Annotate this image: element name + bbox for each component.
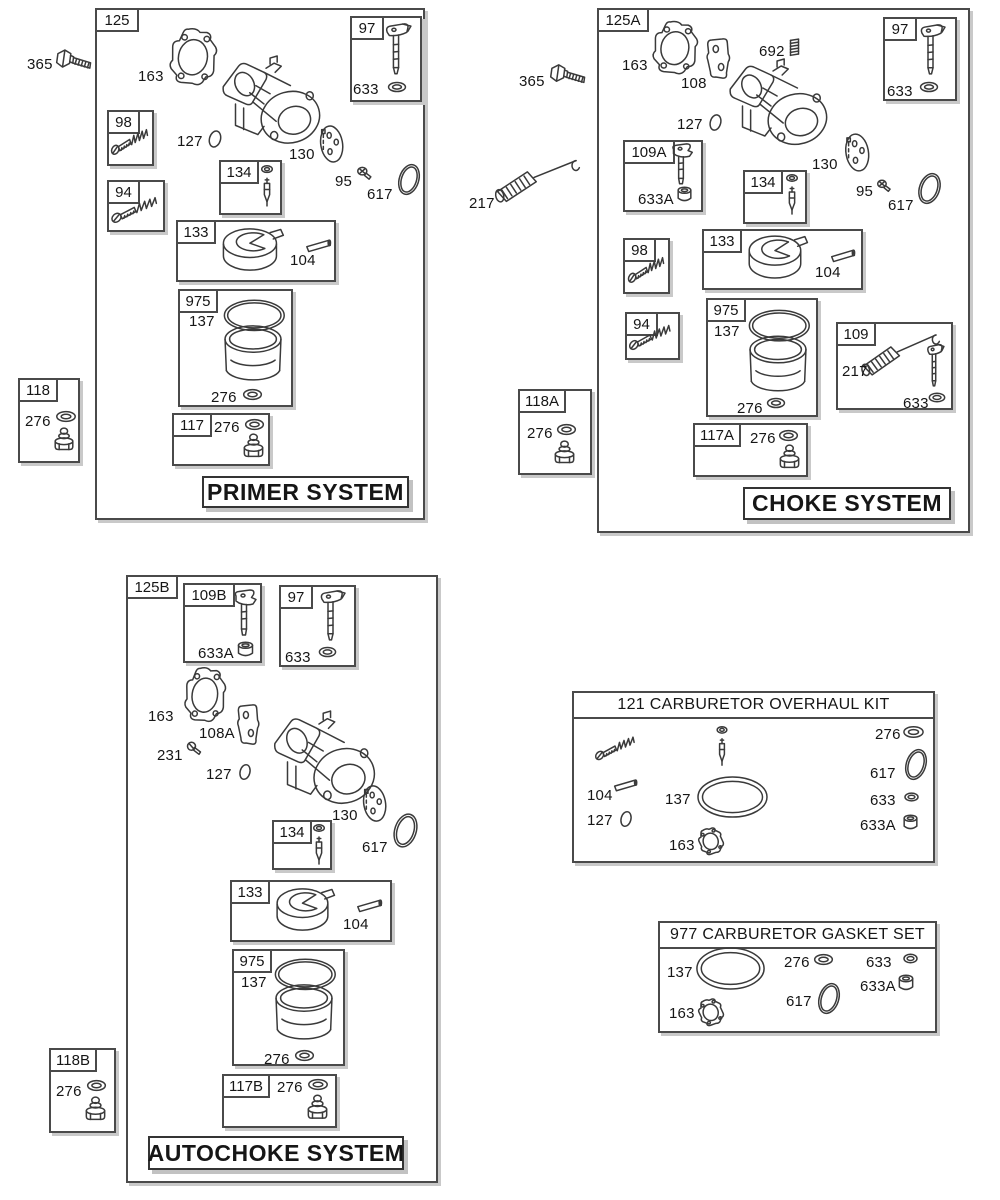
part-box-tab: 118	[18, 378, 58, 402]
mounting-gasket-icon	[646, 15, 703, 78]
large-oring-icon	[915, 169, 944, 208]
ref-label-130: 130	[332, 807, 358, 824]
part-box-tab: 117	[172, 413, 212, 437]
ref-label-95: 95	[335, 173, 353, 190]
ref-label-617: 617	[362, 839, 388, 856]
float-icon	[216, 221, 286, 277]
ref-label-633A: 633A	[198, 645, 234, 662]
small-oring-icon	[618, 809, 634, 829]
flat-washer-icon	[555, 422, 578, 437]
large-oring-icon	[815, 979, 843, 1018]
hinge-pin-icon	[612, 777, 640, 794]
hex-bolt-icon	[52, 43, 96, 76]
part-box-tab: 117A	[693, 423, 741, 447]
part-box-tab: 98	[623, 238, 656, 262]
ref-label-617: 617	[367, 186, 393, 203]
screw-spring-icon	[627, 252, 668, 286]
part-box-tab: 975	[178, 289, 218, 313]
ref-label-108: 108	[681, 75, 707, 92]
bowl-nut-icon	[52, 427, 76, 454]
screw-spring-icon	[110, 124, 152, 158]
flat-washer-icon	[902, 952, 919, 965]
part-box-tab: 134	[272, 820, 312, 844]
ref-label-127: 127	[177, 133, 203, 150]
flat-washer-icon	[54, 409, 78, 424]
bowl-nut-icon	[241, 433, 266, 461]
hinge-pin-icon	[355, 897, 385, 915]
large-oring-icon	[395, 160, 423, 199]
part-box-tab: 97	[883, 17, 917, 41]
fuel-bowl-icon	[739, 307, 817, 404]
flat-washer-icon	[812, 952, 835, 967]
ref-label-137: 137	[714, 323, 740, 340]
bowl-nut-icon	[83, 1096, 108, 1124]
kit-panel-title: 121 CARBURETOR OVERHAUL KIT	[574, 693, 933, 719]
part-box-tab: 109B	[183, 583, 235, 607]
large-oring-icon	[902, 745, 930, 784]
ref-label-231: 231	[157, 747, 183, 764]
small-screw-icon	[356, 165, 374, 182]
part-box-tab: 125A	[597, 8, 649, 32]
ref-label-276: 276	[211, 389, 237, 406]
screw-spring-icon	[628, 320, 675, 353]
ref-label-633: 633	[870, 792, 896, 809]
ref-label-276: 276	[875, 726, 901, 743]
throttle-shaft-icon	[313, 589, 348, 646]
part-box-tab: 133	[702, 229, 742, 253]
part-box-tab: 109	[836, 322, 876, 346]
flat-washer-icon	[386, 80, 408, 94]
needle-valve-icon	[781, 173, 803, 220]
system-banner: CHOKE SYSTEM	[743, 487, 951, 520]
ref-label-617: 617	[870, 765, 896, 782]
ref-label-276: 276	[214, 419, 240, 436]
throttle-shaft-icon	[913, 23, 948, 80]
small-screw-icon	[876, 178, 893, 194]
flat-washer-icon	[85, 1078, 108, 1093]
flat-washer-icon	[903, 791, 920, 803]
ref-label-633A: 633A	[860, 817, 896, 834]
ref-label-633: 633	[866, 954, 892, 971]
small-oring-icon	[707, 112, 724, 133]
seal-cup-icon	[901, 814, 920, 831]
ref-label-163: 163	[669, 837, 695, 854]
ref-label-130: 130	[812, 156, 838, 173]
ref-label-217: 217	[842, 363, 868, 380]
throttle-shaft-icon	[922, 343, 946, 391]
ref-label-365: 365	[27, 56, 53, 73]
needle-valve-icon	[256, 164, 278, 212]
ref-label-276: 276	[527, 425, 553, 442]
part-box-tab: 97	[279, 585, 313, 609]
ref-label-633A: 633A	[860, 978, 896, 995]
ref-label-276: 276	[56, 1083, 82, 1100]
ref-label-276: 276	[264, 1051, 290, 1068]
throttle-plate-icon	[315, 122, 345, 166]
ref-label-108A: 108A	[199, 725, 235, 742]
ref-label-633: 633	[887, 83, 913, 100]
throttle-plate-icon	[840, 130, 871, 175]
fuel-bowl-icon	[265, 956, 343, 1052]
coil-spring-icon	[788, 37, 801, 60]
carburetor-body-icon	[712, 58, 834, 158]
ref-label-104: 104	[290, 252, 316, 269]
part-box-tab: 134	[743, 170, 783, 194]
tiny-screw-icon	[186, 740, 203, 756]
bowl-ring-icon	[695, 774, 770, 820]
ref-label-217: 217	[469, 195, 495, 212]
flat-washer-icon	[306, 1077, 330, 1092]
float-icon	[270, 881, 337, 937]
part-box-tab: 133	[176, 220, 216, 244]
flat-washer-icon	[293, 1048, 316, 1063]
ref-label-137: 137	[667, 964, 693, 981]
screw-spring-icon	[594, 732, 639, 763]
part-box-tab: 134	[219, 160, 259, 184]
ref-label-617: 617	[888, 197, 914, 214]
system-banner: AUTOCHOKE SYSTEM	[148, 1136, 404, 1170]
part-box-tab: 118A	[518, 389, 566, 413]
ref-label-163: 163	[138, 68, 164, 85]
ref-label-104: 104	[587, 787, 613, 804]
choke-shaft-icon	[666, 143, 696, 189]
ref-label-127: 127	[587, 812, 613, 829]
part-box-tab: 975	[706, 298, 746, 322]
part-box-tab: 118B	[49, 1048, 97, 1072]
throttle-plate-icon	[358, 782, 388, 825]
needle-valve-icon	[308, 823, 330, 870]
seal-cup-icon	[896, 974, 916, 992]
ref-label-137: 137	[665, 791, 691, 808]
system-banner: PRIMER SYSTEM	[202, 476, 409, 508]
part-box-tab: 98	[107, 110, 140, 134]
flat-washer-icon	[243, 417, 266, 432]
ref-label-633: 633	[353, 81, 379, 98]
flat-washer-icon	[901, 724, 926, 740]
part-box-tab: 125B	[126, 575, 178, 599]
ref-label-633A: 633A	[638, 191, 674, 208]
part-box-tab: 94	[625, 312, 658, 336]
hex-bolt-icon	[546, 58, 589, 90]
ref-label-130: 130	[289, 146, 315, 163]
part-box-tab: 97	[350, 16, 384, 40]
ref-label-276: 276	[750, 430, 776, 447]
ref-label-617: 617	[786, 993, 812, 1010]
small-oring-icon	[206, 128, 224, 150]
bowl-nut-icon	[777, 444, 802, 472]
bowl-nut-icon	[552, 440, 577, 467]
seal-cup-icon	[235, 641, 256, 658]
ref-label-127: 127	[677, 116, 703, 133]
large-oring-icon	[390, 809, 421, 852]
ref-label-633: 633	[285, 649, 311, 666]
small-oring-icon	[237, 762, 253, 782]
ref-label-276: 276	[737, 400, 763, 417]
throttle-shaft-icon	[378, 22, 414, 80]
ref-label-95: 95	[856, 183, 874, 200]
mounting-gasket-icon	[178, 662, 230, 726]
part-box-tab: 117B	[222, 1074, 270, 1098]
part-box-tab: 125	[95, 8, 139, 32]
bowl-nut-icon	[305, 1094, 330, 1123]
ref-label-163: 163	[622, 57, 648, 74]
flat-washer-icon	[317, 645, 338, 659]
ref-label-104: 104	[815, 264, 841, 281]
ref-label-276: 276	[25, 413, 51, 430]
ref-label-692: 692	[759, 43, 785, 60]
choke-shaft-icon	[228, 589, 260, 641]
ref-label-137: 137	[241, 974, 267, 991]
ref-label-276: 276	[784, 954, 810, 971]
flat-washer-icon	[241, 387, 264, 402]
kit-panel-title: 977 CARBURETOR GASKET SET	[660, 923, 935, 949]
ref-label-633: 633	[903, 395, 929, 412]
ref-label-127: 127	[206, 766, 232, 783]
ref-label-137: 137	[189, 313, 215, 330]
part-box-tab: 109A	[623, 140, 675, 164]
flat-washer-icon	[777, 428, 800, 443]
ref-label-276: 276	[277, 1079, 303, 1096]
part-box-tab: 94	[107, 180, 140, 204]
ref-label-104: 104	[343, 916, 369, 933]
fuel-bowl-icon	[214, 297, 292, 393]
bowl-ring-icon	[694, 945, 767, 992]
seal-cup-icon	[675, 186, 694, 203]
part-box-tab: 975	[232, 949, 272, 973]
ref-label-163: 163	[148, 708, 174, 725]
needle-valve-icon	[712, 725, 732, 771]
hinge-pin-icon	[829, 247, 858, 265]
flat-washer-icon	[927, 391, 947, 404]
ref-label-163: 163	[669, 1005, 695, 1022]
flat-washer-icon	[765, 396, 787, 410]
ref-label-365: 365	[519, 73, 545, 90]
tension-spring-icon	[492, 155, 586, 207]
float-icon	[742, 228, 810, 285]
part-box-tab: 133	[230, 880, 270, 904]
flat-washer-icon	[918, 80, 940, 94]
screw-spring-icon	[110, 192, 162, 226]
